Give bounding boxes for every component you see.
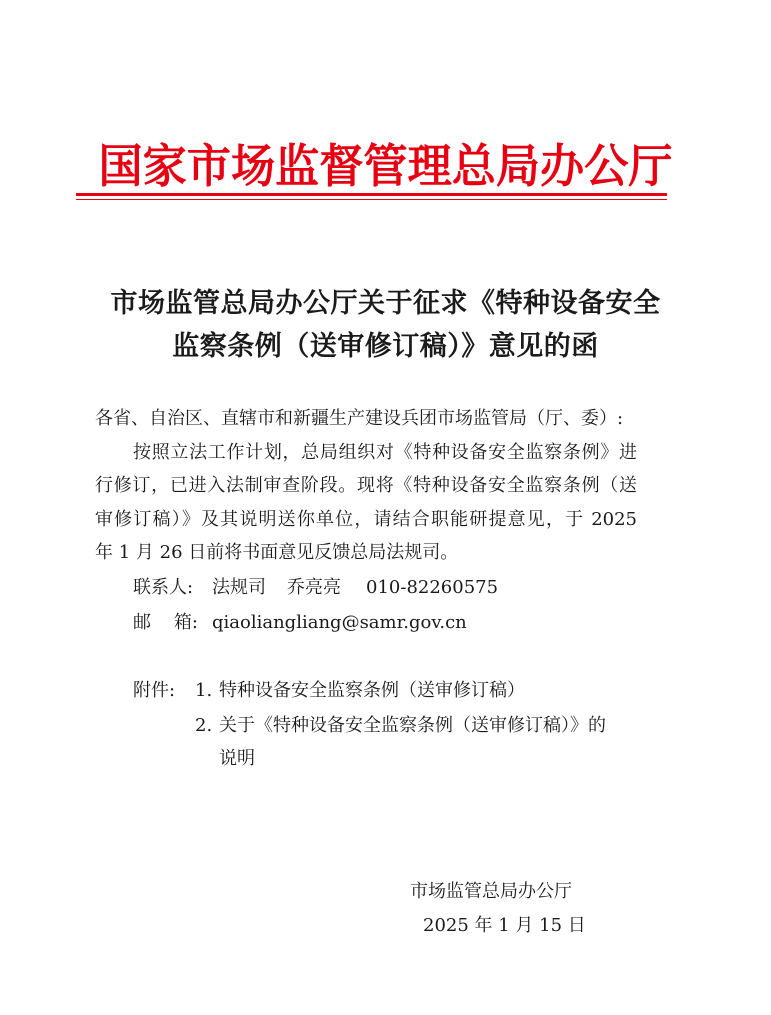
email-label: 邮 箱: xyxy=(133,612,198,633)
document-title-line-2: 监察条例（送审修订稿）》意见的函 xyxy=(172,331,599,362)
attachment-2-text-line-2: 说明 xyxy=(219,748,255,769)
body-line-2: 行修订，已进入法制审查阶段。现将《特种设备安全监察条例（送 xyxy=(95,475,637,496)
contact-phone: 010-82260575 xyxy=(366,577,499,598)
header-rule-thin xyxy=(76,199,667,200)
body-line-3: 审修订稿）》及其说明送你单位，请结合职能研提意见，于 2025 xyxy=(95,509,637,530)
body-line-4: 年 1 月 26 日前将书面意见反馈总局法规司。 xyxy=(95,542,459,563)
attachment-2-number: 2. xyxy=(195,715,213,736)
header-rule-thick xyxy=(76,193,667,196)
body-line-1: 按照立法工作计划，总局组织对《特种设备安全监察条例》进 xyxy=(133,442,637,463)
attachment-2-text-line-1: 关于《特种设备安全监察条例（送审修订稿）》的 xyxy=(219,715,606,736)
contact-dept: 法规司 xyxy=(212,577,266,598)
salutation: 各省、自治区、直辖市和新疆生产建设兵团市场监管局（厅、委）: xyxy=(95,408,624,429)
org-header-title: 国家市场监督管理总局办公厅 xyxy=(98,139,673,193)
email-value: qiaoliangliang@samr.gov.cn xyxy=(212,612,467,633)
attachments-label: 附件: xyxy=(133,680,176,701)
contact-label: 联系人: xyxy=(133,577,194,598)
document-title-line-1: 市场监管总局办公厅关于征求《特种设备安全 xyxy=(110,288,661,319)
signature-date: 2025 年 1 月 15 日 xyxy=(423,915,586,936)
signature-org: 市场监管总局办公厅 xyxy=(410,881,572,902)
attachment-1-text: 特种设备安全监察条例（送审修订稿） xyxy=(219,680,525,701)
contact-name: 乔亮亮 xyxy=(287,577,341,598)
attachment-1-number: 1. xyxy=(195,680,213,701)
